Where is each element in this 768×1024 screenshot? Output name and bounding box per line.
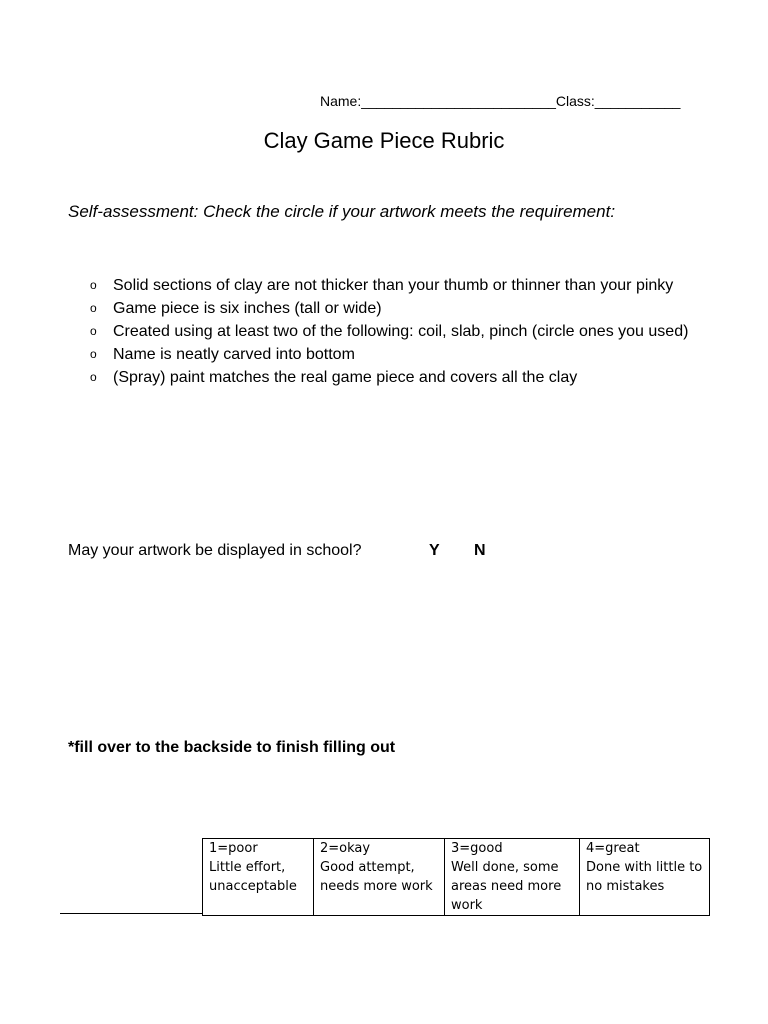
circle-checkbox-icon: o [90, 370, 97, 384]
checklist-item-text: Game piece is six inches (tall or wide) [113, 300, 382, 317]
yes-option: Y [429, 542, 440, 559]
rubric-cell-good [445, 839, 580, 916]
checklist-item-text: Solid sections of clay are not thicker than your thumb or thinner than your pinky [113, 277, 674, 294]
rubric-description: Little effort, unacceptable [209, 860, 297, 894]
rubric-cell-okay [314, 839, 445, 916]
checklist-item [90, 366, 710, 389]
requirements-checklist [90, 274, 710, 389]
blank-underline [60, 913, 202, 914]
rubric-score: 2=okay [320, 841, 371, 856]
name-class-line: Name:_________________________Class:___________ [320, 93, 681, 109]
rubric-cell-poor [203, 839, 314, 916]
rubric-description: Well done, some areas need more work [451, 860, 562, 913]
checklist-item-text: (Spray) paint matches the real game piece and covers all the clay [113, 369, 578, 386]
table-row [203, 839, 710, 916]
checklist-item-text: Name is neatly carved into bottom [113, 346, 355, 363]
rubric-description: Done with little to no mistakes [586, 860, 703, 894]
circle-checkbox-icon: o [90, 301, 97, 315]
rubric-description: Good attempt, needs more work [320, 860, 433, 894]
circle-checkbox-icon: o [90, 324, 97, 338]
checklist-item [90, 274, 710, 297]
backside-note: *fill over to the backside to finish filling out [68, 739, 396, 756]
rubric-score: 1=poor [209, 841, 258, 856]
page-title: Clay Game Piece Rubric [263, 128, 505, 153]
self-assessment-instruction: Self-assessment: Check the circle if your artwork meets the requirement: [68, 202, 616, 221]
circle-checkbox-icon: o [90, 278, 97, 292]
checklist-item [90, 297, 710, 320]
circle-checkbox-icon: o [90, 347, 97, 361]
rubric-cell-great [580, 839, 710, 916]
rubric-score: 3=good [451, 841, 503, 856]
no-option: N [474, 542, 486, 559]
checklist-item [90, 320, 710, 343]
rubric-table [202, 838, 710, 916]
rubric-score: 4=great [586, 841, 640, 856]
display-question: May your artwork be displayed in school? [68, 542, 362, 559]
checklist-item-text: Created using at least two of the following: coil, slab, pinch (circle ones you used) [113, 323, 689, 340]
checklist-item [90, 343, 710, 366]
